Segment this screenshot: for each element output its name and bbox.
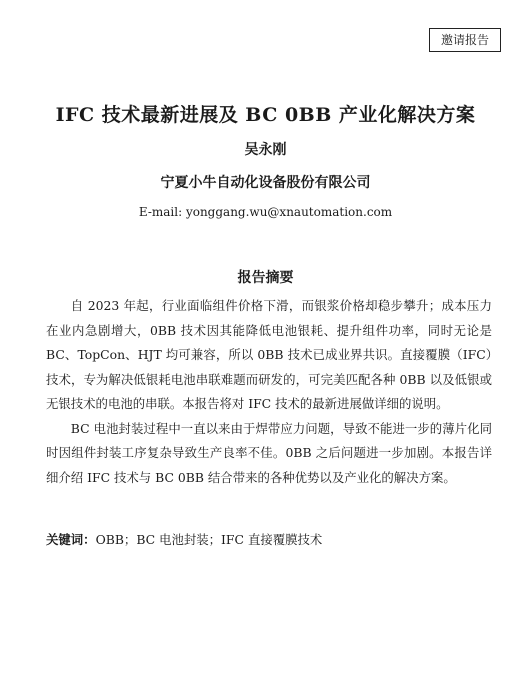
abstract-paragraph: BC 电池封装过程中一直以来由于焊带应力问题，导致不能进一步的薄片化同时因组件封装工序复杂导致生产良率不佳。0BB 之后问题进一步加剧。本报告详细介绍 IFC 技术与 BC 0BB 结合带来的各种优势以及产业化的解决方案。 <box>46 420 492 485</box>
abstract-body <box>46 294 492 490</box>
invited-report-tag: 邀请报告 <box>429 28 501 52</box>
abstract-paragraph: 自 2023 年起，行业面临组件价格下滑，而银浆价格却稳步攀升；成本压力在业内急剧增大，0BB 技术因其能降低电池银耗、提升组件功率，同时无论是 BC、TopCon、HJT 均可兼容，所以 0BB 技术已成业界共识。直接覆膜（IFC）技术，专为解决低银耗电池串联难题而研发的，可完美匹配各种 0BB 以及低银或无银技术的电池的串联。本报告将对 IFC 技术的最新进展做详细的说明。 <box>46 298 492 411</box>
author-name: 吴永刚 <box>244 142 287 158</box>
keywords-label: 关键词： <box>46 532 96 547</box>
email-address[interactable]: yonggang.wu@xnautomation.com <box>185 205 393 219</box>
keywords-line <box>46 530 492 548</box>
author-affiliation: 宁夏小牛自动化设备股份有限公司 <box>160 175 371 191</box>
abstract-heading: 报告摘要 <box>237 270 294 286</box>
keywords-text: OBB；BC 电池封装；IFC 直接覆膜技术 <box>95 532 323 547</box>
author-email <box>0 205 531 219</box>
paper-title: IFC 技术最新进展及 BC 0BB 产业化解决方案 <box>55 104 476 126</box>
email-label: E-mail: <box>138 205 186 219</box>
